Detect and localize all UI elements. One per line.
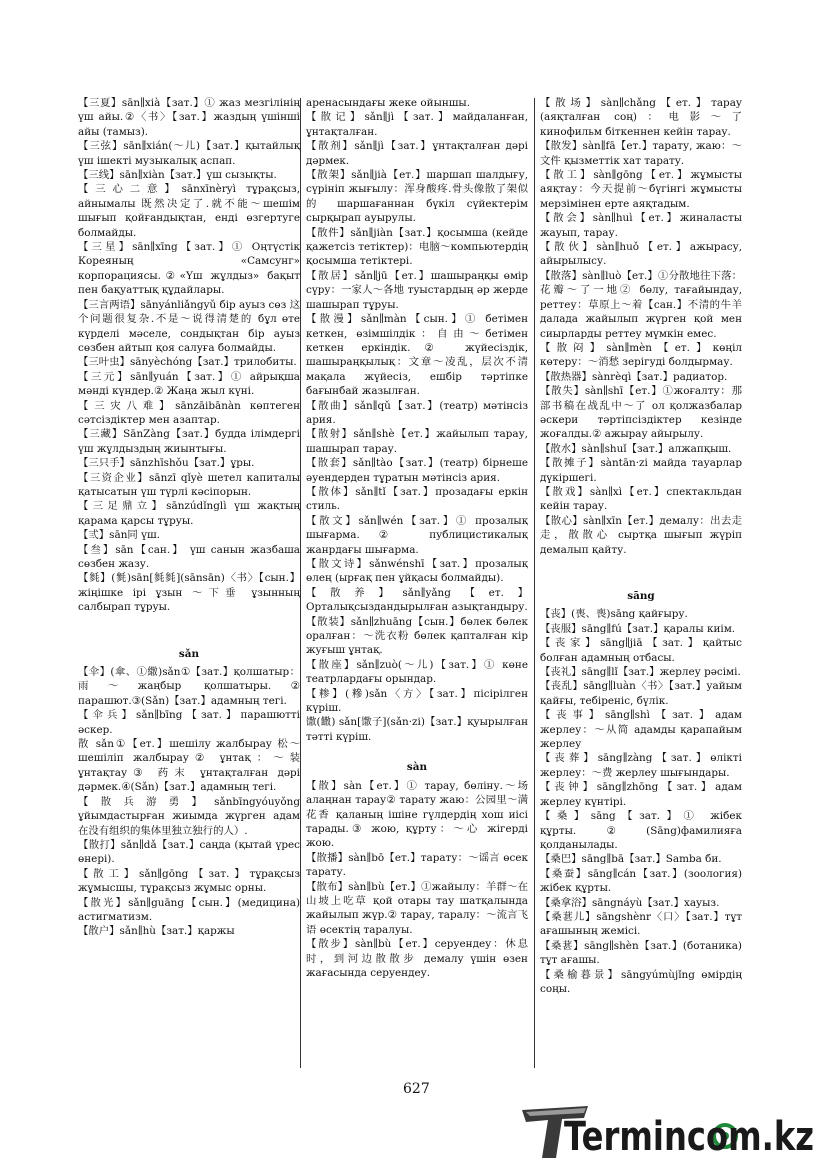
dictionary-entry: 【散体】sǎn∥tǐ【зат.】прозадағы еркін стиль. bbox=[306, 485, 528, 513]
dictionary-entry: 馓(饊) sǎn[馓子](sǎn·zi)【зат.】қуырылған тәтті күріш. bbox=[306, 716, 528, 743]
dictionary-entry: 【散发】sàn∥fā【ет.】тарату, жаю：～文件 қызметтік хат тарату. bbox=[540, 140, 742, 167]
dictionary-entry: 【三言两语】sānyánliǎngyǔ бір ауыз сөз 这个问题很复杂.不是～说得清楚的 бұл өте күрделі мәселе, сондықтан бір ауыз сөзбен айтып қоя салуға болмайды. bbox=[78, 298, 300, 354]
dictionary-entry: 【丧事】sāng∥shì【зат.】адам жерлеу：～从简 адамды қарапайым жерлеу bbox=[540, 709, 742, 751]
dictionary-entry: 【散工】sàn∥gōng【ет.】жұмысты аяқтау：今天提前～бүгінгі жұмысты мерзімінен ерте аяқтадым. bbox=[540, 169, 742, 210]
dictionary-entry: 【散失】sàn∥shī【ет.】①жоғалту：那部书稿在战乱中～了 ол қолжазбалар әскери тәртіпсіздіктер кезінде жоғалды.② ажырау айырылу. bbox=[540, 385, 742, 441]
dictionary-entry: 【散戏】sàn∥xì【ет.】спектакльдан кейін тарау. bbox=[540, 485, 742, 513]
dictionary-entry: 【散曲】sǎn∥qǔ【зат.】(театр) мәтінсіз ария. bbox=[306, 399, 528, 426]
dictionary-entry: 【散场】sàn∥chǎng【ет.】тарау (аяқталған соң)：电影～了 кинофильм біткеннен кейін тарау. bbox=[540, 97, 742, 138]
page-number: 627 bbox=[403, 1081, 430, 1097]
dictionary-entry: 【散水】sàn∥shuǐ【зат.】алжапқыш. bbox=[540, 442, 732, 455]
dictionary-entry: 【散落】sàn∥luò【ет.】①分散地往下落：花瓣～了一地② бөлу, тағайындау, реттеу：草原上～着【сан.】不清的牛羊 далада жайылып жүрген қой мен сиырларды реттеу мүмкін емес. bbox=[540, 269, 742, 340]
dictionary-entry: 【散闷】sàn∥mèn【ет.】көңіл көтеру：～消愁 зерігуді болдырмау. bbox=[540, 341, 742, 369]
dictionary-entry: 【散摊子】sàntān·zi майда тауарлар дүкіршегі. bbox=[540, 457, 742, 484]
dictionary-entry: 【散打】sǎn∥dǎ【зат.】саңда (қытай үрес өнері). bbox=[78, 838, 300, 866]
dictionary-entry: 【三弦】sān∥xián(～儿)【зат.】қытайлық үш ішекті музыкалық аспап. bbox=[78, 140, 300, 167]
dictionary-entry: 【散座】sǎn∥zuò(～儿)【зат.】① көне театрлардағы орындар. bbox=[306, 658, 528, 686]
dictionary-entry: 【散工】sǎn∥gōng【зат.】тұрақсыз жұмысшы, тұрақсыз жұмыс орны. bbox=[78, 867, 300, 895]
dictionary-entry: 【散】sàn【ет.】① тарау, бөліну.～场 алаңнан тарау② тарату жаю：公园里～满花香 қаланың ішіне гүлдердің хош иісі тарады.③ жою, құрту：～心 жігерді жою. bbox=[306, 779, 528, 850]
dictionary-entry: 【弎】sān同 үш. bbox=[78, 529, 160, 542]
dictionary-entry: 【桑葚】sāng∥shèn【зат.】(ботаника) тұт ағашы. bbox=[540, 939, 742, 967]
dictionary-entry: 【丧服】sāng∥fú【зат.】қаралы киім. bbox=[540, 622, 736, 635]
dictionary-entry: 【散件】sǎn∥jiàn【зат.】қосымша (кейде қажетсіз тетіктер)：电脑～компьютердің қосымша тетіктері. bbox=[306, 226, 528, 268]
dictionary-entry: 【散架】sǎn∥jià【ет.】шаршап шалдығу, сүрініп жығылу：浑身酸疼.骨头像散了架似的 шаршағаннан бүкіл сүйектерім сырқырап ауырулы. bbox=[306, 169, 528, 225]
dictionary-entry: 【散漫】sǎn∥màn【сын.】① бетімен кеткен, өзімшілдік：自由～бетімен кеткен еркіндік.② жүйесіздік, шашыраңқылық：文章～凌乱，层次不清 мақала жүйесіз, ешбір тәртіпке бағынбай жазылған. bbox=[306, 313, 528, 398]
column-divider bbox=[534, 98, 535, 1068]
dictionary-entry: 【散文诗】sǎnwénshī【зат.】прозалық өлең (ырғақ пен ұйқасы болмайды). bbox=[306, 558, 528, 585]
dictionary-entry: 散 sǎn①【ет.】шешілу жалбырау 松～шешіліп жалбырау② ұнтақ：～装 ұнтақтау③ 药末 ұнтақталған дәрі дәрмек.④(Sǎn)【зат.】адамның тегі. bbox=[78, 738, 300, 794]
dictionary-entry: 【桑蚕】sāng∥cán【зат.】(зоология) жібек құрты. bbox=[540, 867, 742, 895]
dictionary-entry: 【散养】sǎn∥yǎng【ет.】Орталықсыздандырылған азықтандыру. bbox=[306, 586, 528, 614]
dictionary-entry: 【三星】sān∥xīng【зат.】① Оңтүстік Кореяның «Самсунг» корпорациясы.②«Үш жұлдыз» бақыт пен бақуаттық құдайлары. bbox=[78, 241, 300, 297]
dictionary-entry: 【散文】sǎn∥wén【зат.】① прозалық шығарма.② публицистикалық жанрдағы шығарма. bbox=[306, 514, 528, 556]
dictionary-entry: 【毵】(毿)sān[毵毵](sānsān)〈书〉【сын.】жіңішке ірі ұзын ～下垂 ұзынның салбырап тұруы. bbox=[78, 572, 300, 614]
section-heading: sǎn bbox=[178, 647, 200, 660]
dictionary-entry: 【散射】sǎn∥shè【ет.】жайылып тарау, шашырап тарау. bbox=[306, 428, 528, 455]
dictionary-entry: 【糁】(糝)sǎn〈方〉【зат.】пісірілген күріш. bbox=[306, 687, 528, 715]
dictionary-entry: 【桑榆暮景】sāngyúmùjǐng өмірдің соңы. bbox=[540, 968, 742, 995]
dictionary-entry: 【三夏】sān∥xià【зат.】① жаз мезгілінің үш айы.②〈书〉【зат.】жаздың үшінші айы (тамыз). bbox=[78, 97, 300, 138]
dictionary-entry: 【丧钟】sāng∥zhōng【зат.】адам жерлеу күнтірі. bbox=[540, 781, 742, 808]
dictionary-entry: 【散剂】sǎn∥jì【зат.】ұнтақталған дәрі дәрмек. bbox=[306, 140, 528, 167]
column-3 bbox=[540, 96, 742, 1066]
section-heading: sāng bbox=[627, 590, 655, 602]
termincom-logo[interactable] bbox=[520, 1100, 820, 1162]
dictionary-entry: 【散热器】sànrèqì【зат.】радиатор. bbox=[540, 370, 728, 383]
dictionary-entry: 【丧葬】sāng∥zàng【зат.】өлікті жерлеу：～费 жерлеу шығындары. bbox=[540, 752, 742, 779]
dictionary-entry: 【三叶虫】sānyèchóng【зат.】трилобиты. bbox=[78, 356, 297, 369]
logo-graphic bbox=[520, 1100, 820, 1162]
dictionary-entry: аренасындағы жеке ойыншы. bbox=[306, 97, 470, 109]
dictionary-entry: 【散布】sàn∥bù【ет.】①жайылу：羊群～在山坡上吃草 қой отары тау шатқалында жайылып жүр.② тарау, таралу：～流言飞语 өсектің таралуы. bbox=[306, 880, 528, 936]
dictionary-entry: 【伞】(傘、①繖)sǎn①【зат.】қолшатыр：雨～жаңбыр қолшатыры.② парашют.③(Sǎn)【зат.】адамның тегі. bbox=[78, 666, 300, 707]
dictionary-entry: 【散装】sǎn∥zhuāng【сын.】бөлек бөлек оралған：～洗衣粉 бөлек қапталған кір жуғыш ұнтақ. bbox=[306, 615, 528, 657]
dictionary-entry: 【散兵游勇】sǎnbīngyóuyǒng ұйымдастырған жиымда жүрген адам 在没有组织的集体里独立独行的人）. bbox=[78, 795, 300, 837]
dictionary-entry: 【三藏】SānZàng【зат.】будда ілімдергі үш жұлдыздың жиынтығы. bbox=[78, 428, 300, 455]
column-1 bbox=[78, 96, 300, 1066]
section-gap bbox=[78, 615, 300, 641]
dictionary-entry: 【散居】sǎn∥jū【ет.】шашыраңқы өмір сүру：一家人～各地 туыстардың әр жерде шашырап тұруы. bbox=[306, 269, 528, 311]
dictionary-entry: 【三心二意】sānxīnèryì тұрақсыз, айнымалы 既然决定了.就不能～шешім шығып қойғандықтан, енді өзгертуге болмайды. bbox=[78, 183, 300, 239]
dictionary-entry: 【三线】sān∥xiàn【зат.】үш сызықты. bbox=[78, 169, 277, 182]
dictionary-entry: 【三资企业】sānzī qǐyè шетел капиталы қатысатын үш түрлі кәсіпорын. bbox=[78, 471, 300, 498]
dictionary-entry: 【桑巴】sāng∥bā【зат.】Samba би. bbox=[540, 853, 722, 866]
column-divider bbox=[300, 98, 301, 1068]
dictionary-entry: 【丧】(喪、喪)sāng қайғыру. bbox=[540, 608, 688, 621]
dictionary-entry: 【散户】sǎn∥hù【зат.】қаржы bbox=[78, 925, 235, 938]
dictionary-entry: 【三只手】sānzhīshǒu【зат.】ұры. bbox=[78, 457, 255, 470]
dictionary-entry: 【散伙】sàn∥huǒ【ет.】ажырасу, айырылысу. bbox=[540, 241, 742, 268]
dictionary-entry: 【丧家】sāng∥jiā【зат.】қайтыс болған адамның отбасы. bbox=[540, 637, 742, 664]
section-gap bbox=[540, 557, 742, 583]
dictionary-entry: 【散播】sàn∥bō【ет.】тарату：～谣言 өсек тарату. bbox=[306, 851, 528, 879]
section-heading: sàn bbox=[406, 761, 428, 774]
column-2 bbox=[306, 96, 528, 1066]
dictionary-entry: 【叁】sān【сан.】 үш санын жазбаша сөзбен жазу. bbox=[78, 543, 300, 570]
dictionary-entry: 【桑拿浴】sāngnáyù【зат.】хауыз. bbox=[540, 896, 720, 909]
dictionary-entry: 【三足鼎立】sānzúdǐnglì үш жақтың қарама қарсы тұруы. bbox=[78, 500, 300, 527]
dictionary-entry: 【散步】sàn∥bù【ет.】серуендеу：休息时，到河边散散步 демалу үшін өзен жағасында серуендеу. bbox=[306, 938, 528, 979]
dictionary-entry: 【散心】sàn∥xīn【ет.】демалу：出去走走，散散心 сыртқа шығып жүріп демалып қайту. bbox=[540, 514, 742, 556]
section-gap bbox=[306, 744, 528, 754]
dictionary-entry: 【散会】sàn∥huì【ет.】жиналасты жауып, тарау. bbox=[540, 212, 742, 239]
dictionary-entry: 【丧乱】sāng∥luàn〈书〉【зат.】уайым қайғы, тебіреніс, бүлік. bbox=[540, 680, 742, 707]
dictionary-entry: 【散光】sǎn∥guāng【сын.】(медицина) астигматизм. bbox=[78, 896, 300, 923]
dictionary-entry: 【丧礼】sāng∥lǐ【зат.】жерлеу рәсімі. bbox=[540, 666, 741, 679]
dictionary-entry: 【三灾八难】sānzāibānàn көптеген сәтсіздіктер мен азаптар. bbox=[78, 399, 300, 426]
dictionary-entry: 【散记】sǎn∥jì【зат.】майдаланған, ұнтақталған. bbox=[306, 111, 528, 138]
dictionary-page bbox=[78, 96, 742, 1076]
logo-wordmark: Termincom.kz bbox=[564, 1114, 814, 1160]
dictionary-entry: 【桑葚儿】sāngshènr〈口〉【зат.】тұт ағашының жемісі. bbox=[540, 910, 742, 938]
dictionary-entry: 【桑】sāng【зат.】① жібек құрты.②(Sāng)фамилияға қолданылады. bbox=[540, 810, 742, 851]
dictionary-entry: 【伞兵】sǎn∥bīng【зат.】парашютті әскер. bbox=[78, 709, 300, 736]
dictionary-entry: 【三元】sān∥yuán【зат.】① айрықша мәнді күндер.② Жаңа жыл күні. bbox=[78, 370, 300, 398]
dictionary-entry: 【散套】sǎn∥tào【зат.】(театр) бірнеше әуендерден тұратын мәтінсіз ария. bbox=[306, 457, 528, 484]
